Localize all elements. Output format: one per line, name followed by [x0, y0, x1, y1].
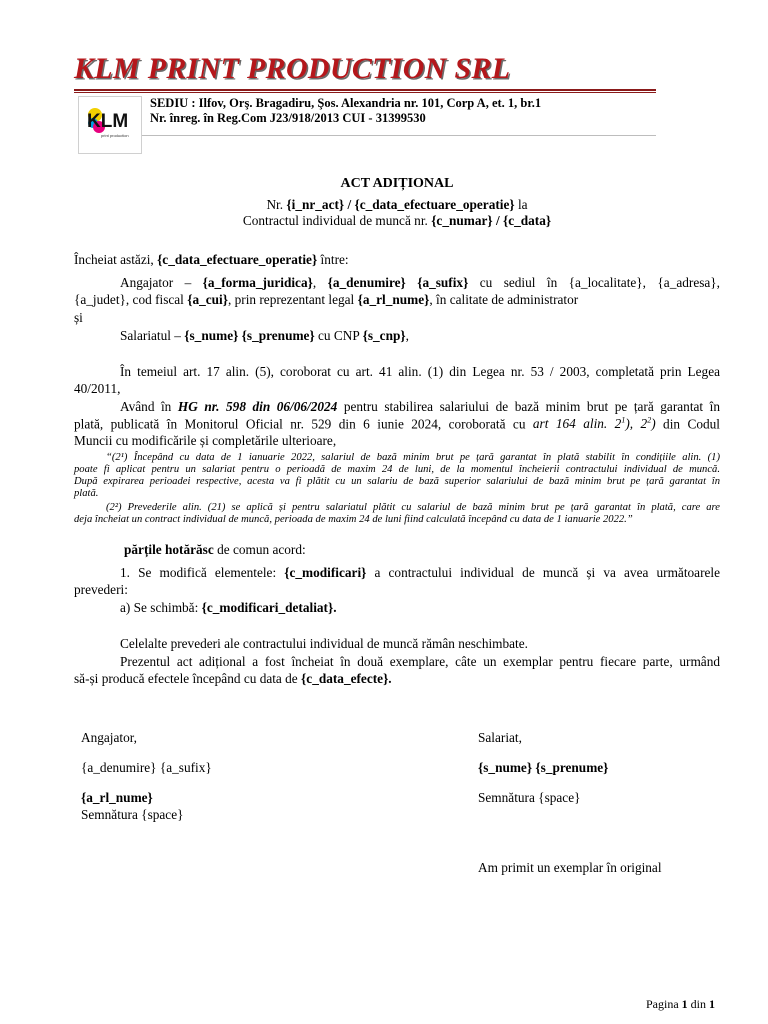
logo-text: KLM — [87, 111, 129, 132]
act-number-line — [74, 197, 720, 213]
employee-signature-label: Salariat, — [478, 730, 522, 745]
act-number-suffix: la — [514, 197, 528, 212]
contract-reference-value: {c_numar} / {c_data} — [431, 213, 552, 228]
monitor-text: plată, publicată în Monitorul Oficial nr. 529 din 6 iunie 2024, coroborată cu — [74, 416, 533, 432]
effect-date-prefix: să-și producă efectele începând cu data de — [74, 671, 302, 686]
code-article: art 164 alin. 2 — [532, 416, 622, 432]
employer-legal-form: {a_forma_juridica} — [202, 275, 313, 290]
employee-line — [120, 328, 409, 344]
parties-decide-suffix: de comun acord: — [213, 542, 306, 557]
employer-line-1 — [120, 275, 720, 291]
contract-reference-prefix: Contractul individual de muncă nr. — [242, 213, 432, 228]
employee-label: Salariatul – — [120, 328, 185, 343]
code-article-sep: ), 2 — [625, 416, 648, 432]
act-number-prefix: Nr. — [266, 197, 287, 212]
hg-suffix: pentru stabilirea salariului de bază minim brut pe țară garantat în — [337, 399, 720, 414]
hg-prefix: Având în — [120, 399, 178, 414]
code-suffix: din Codul — [655, 416, 720, 432]
total-pages: 1 — [709, 997, 716, 1011]
quote-line-5: (2²) Prevederile alin. (21) se aplică și pentru salariatul plătit cu salariul de bază minim brut pe țară garantat în plată, care are — [106, 502, 720, 513]
quote-line-1: “(2¹) Începând cu data de 1 ianuarie 2022, salariul de bază minim brut pe țară garantat în plată stabilit în condițiile alin. (1) — [106, 452, 720, 463]
page-separator: din — [687, 997, 710, 1011]
document-title: ACT ADIȚIONAL — [340, 176, 454, 191]
act-number-value: {i_nr_act} / {c_data_efectuare_operatie} — [286, 197, 515, 212]
employer-line-2 — [74, 292, 578, 308]
concluded-suffix: între: — [317, 252, 349, 267]
concluded-date-line — [74, 252, 349, 268]
employee-name: {s_nume} {s_prenume} — [184, 328, 315, 343]
employer-signature-rep: {a_rl_nume} — [81, 790, 153, 805]
company-registration: Nr. înreg. în Reg.Com J23/918/2013 CUI - 31399530 — [150, 111, 426, 125]
klm-logo-icon — [79, 97, 141, 153]
company-address: SEDIU : Ilfov, Orş. Bragadiru, Şos. Alexandria nr. 101, Corp A, et. 1, br.1 — [150, 96, 542, 110]
modification-detail-line — [120, 600, 337, 616]
employee-signature-name: {s_nume} {s_prenume} — [478, 760, 609, 775]
logo-subtext: print production — [101, 133, 129, 138]
employer-signature-field: Semnătura {space} — [81, 807, 184, 822]
employer-headquarters: cu sediul în {a_localitate}, {a_adresa}, — [468, 275, 721, 290]
employer-signature-name: {a_denumire} {a_sufix} — [81, 760, 212, 775]
effect-date: {c_data_efecte}. — [301, 671, 392, 686]
modification-prefix: 1. Se modifică elementele: — [120, 565, 285, 580]
legal-basis-line-1: În temeiul art. 17 alin. (5), coroborat cu art. 41 alin. (1) din Legea nr. 53 / 2003, completată prin Legea — [120, 364, 720, 379]
employer-county: {a_judet}, cod fiscal — [74, 292, 188, 307]
quote-line-2: poate fi aplicat pentru un salariat pentru o perioadă de maxim 24 de luni, de la momentul încheierii contractului individual de muncă. — [74, 464, 720, 475]
quote-line-3: După expirarea perioadei respective, acesta va fi plătit cu un salariu de bază superior salariului de bază minim brut pe țară garantat în — [74, 476, 720, 487]
effect-date-line — [74, 671, 392, 687]
company-name: KLM PRINT PRODUCTION SRL — [74, 52, 511, 85]
hg-line — [120, 399, 720, 415]
employer-separator: , — [312, 275, 328, 290]
other-provisions-line: Celelalte prevederi ale contractului individual de muncă rămân neschimbate. — [120, 636, 528, 651]
code-article-end: ) — [651, 416, 656, 432]
concluded-prefix: Încheiat astăzi, — [74, 252, 158, 267]
sup-2: 2 — [647, 416, 652, 425]
header-divider-thin — [74, 92, 656, 93]
header-rule — [142, 135, 656, 136]
employer-name: {a_denumire} {a_sufix} — [327, 275, 469, 290]
modification-detail: {c_modificari_detaliat}. — [201, 600, 337, 615]
employer-label: Angajator – — [120, 275, 203, 290]
modification-suffix: a contractului individual de muncă și va avea următoarele — [366, 565, 720, 580]
received-copy-note: Am primit un exemplar în original — [478, 860, 662, 875]
employer-signature-label: Angajator, — [81, 730, 137, 745]
employer-legal-rep: {a_rl_nume} — [357, 292, 430, 307]
employee-end: , — [405, 328, 409, 343]
quote-line-6: deja încheiat un contract individual de muncă, perioada de maxim 24 de luni fiind calculată începând cu data de 1 ianuarie 2022.” — [74, 514, 633, 525]
modification-fields: {c_modificari} — [284, 565, 367, 580]
copies-line: Prezentul act adițional a fost încheiat în două exemplare, câte un exemplar pentru fiecare parte, urmând — [120, 654, 720, 669]
employee-cnp: {s_cnp} — [362, 328, 406, 343]
employee-signature-field: Semnătura {space} — [478, 790, 581, 805]
monitor-line — [74, 416, 720, 432]
company-logo — [78, 96, 142, 154]
and-word: și — [74, 310, 83, 325]
page-number — [646, 997, 715, 1012]
contract-reference-line — [74, 213, 720, 229]
employee-cnp-label: cu CNP — [314, 328, 363, 343]
modification-detail-prefix: a) Se schimbă: — [120, 600, 202, 615]
employer-rep-label: , prin reprezentant legal — [227, 292, 358, 307]
modification-line — [120, 565, 720, 581]
sup-1: 1 — [621, 416, 626, 425]
page-prefix: Pagina — [646, 997, 682, 1011]
parties-decide: părțile hotărăsc — [124, 542, 214, 557]
header-divider — [74, 89, 656, 91]
modification-provisions: prevederi: — [74, 582, 128, 597]
legal-basis-line-2: 40/2011, — [74, 381, 121, 396]
hg-reference: HG nr. 598 din 06/06/2024 — [177, 399, 338, 414]
current-page: 1 — [681, 997, 688, 1011]
parties-decide-line — [124, 542, 306, 558]
concluded-date: {c_data_efectuare_operatie} — [157, 252, 318, 267]
labor-code-line: Muncii cu modificările și completările ulterioare, — [74, 433, 337, 448]
employer-cui: {a_cui} — [187, 292, 228, 307]
employer-rep-role: , în calitate de administrator — [429, 292, 579, 307]
quote-line-4: plată. — [74, 488, 99, 499]
